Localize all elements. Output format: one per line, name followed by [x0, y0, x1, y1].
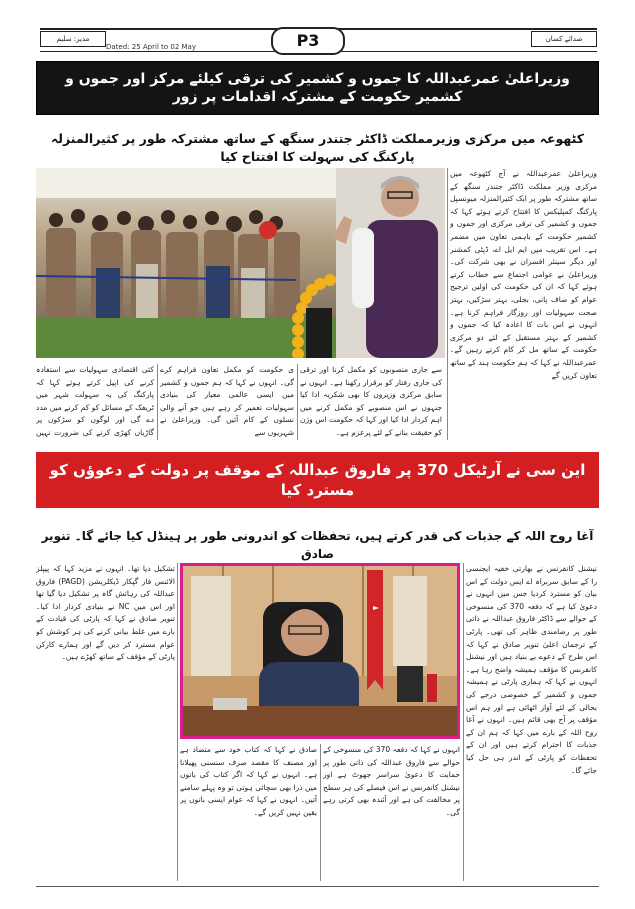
- article2-bottom-col-2: انہوں نے کہا کہ دفعہ 370 کی منسوخی کے حوالے سے فاروق عبداللہ کی ذاتی طور پر حمایت کا دعویٰ سراسر جھوٹ ہے اور نیشنل کانفرنس نے اس فیصلے کی ہر سطح پر مخالفت کی ہے اور آئندہ بھی کرتی رہے گی۔: [323, 745, 460, 817]
- headline-3: این سی نے آرٹیکل 370 پر فاروق عبداللہ کے موقف پر دولت کے دعوؤں کو مسترد کیا: [49, 461, 586, 499]
- headline-banner-red: [36, 452, 599, 508]
- article1-right-column: وزیراعلیٰ عمرعبداللہ نے آج کٹھوعہ میں مرکزی وزیر مملکت ڈاکٹر جتندر سنگھ کے ساتھ مشترکہ طور پر ایک کثیرالمنزلہ میونسپل پارکنگ کمپلیکس کا افتتاح کرتے ہوئے کہا کہ جموں و کشمیر کی ترقی مرکزی اور جموں و کشمیر حکومت کے باہمی تعاون میں مضمر ہے۔ اس تقریب میں ایم ایل اے، ڈپٹی کمشنر اور دیگر سینئر افسران نے بھی شرکت کی۔ وزیراعلیٰ نے عوامی اجتماع سے خطاب کرتے ہوئے کہا کہ ان کی حکومت کی اولین ترجیح عوام کو صاف پانی، بجلی، بہتر سڑکیں، بہتر صحت سہولیات اور روزگار فراہم کرنا ہے۔ انہوں نے اس بات کا اعادہ کیا کہ جموں و کشمیر کے بہتر مستقبل کے لئے دو مرکزی حکومت کے ساتھ مل کر کام کرتے رہیں گے۔ عمرعبداللہ نے کہا کہ ہم حکومت ہند کے ساتھ تعاون کریں گے: [450, 169, 597, 380]
- article2-bottom-col-1: صادق نے کہا کہ کتاب خود سے متضاد ہے اور مصنف کا مقصد صرف سنسنی پھیلانا ہے۔ انہوں نے کہا کہ اگر کتاب کی باتوں میں ذرا بھی سچائی ہوتی تو وہ پہلے سامنے آتیں۔ انہوں نے کہا کہ عوام ایسی باتوں پر یقین نہیں کریں گے۔: [180, 745, 317, 817]
- masthead-right-tag: صدائے کسان: [531, 31, 597, 47]
- article1-bottom-col-3: سے جاری منصوبوں کو مکمل کرنا اور ترقی کی جاری رفتار کو برقرار رکھنا ہے۔ انہوں نے سابق مرکزی وزیروں کا بھی شکریہ ادا کیا جنہوں نے اس منصوبے کو مکمل کرنے میں اہم کردار ادا کیا اور کہا کہ حکومت اس وژن کو حقیقت بنانے کے لئے پرعزم ہے۔: [300, 365, 442, 437]
- photo-inauguration-event: [36, 168, 445, 358]
- article2-right-column: نیشنل کانفرنس نے بھارتی خفیہ ایجنسی را کے سابق سربراہ اے ایس دولت کے اس بیان کو مسترد کردیا جس میں انہوں نے دعویٰ کیا ہے کہ دفعہ 370 کی منسوخی کے حوالے سے ڈاکٹر فاروق عبداللہ نے ذاتی طور پر رضامندی ظاہر کی تھی۔ پارٹی کے ترجمان اعلیٰ تنویر صادق نے کہا کہ اس طرح کے دعوے بے بنیاد ہیں اور نیشنل کانفرنس کا مؤقف ہمیشہ واضح رہا ہے۔ انہوں نے کہا کہ ہماری پارٹی نے ہمیشہ جموں و کشمیر کے خصوصی درجے کی بحالی کے لئے آواز اٹھائی ہے اور ہم اس مؤقف پر آج بھی قائم ہیں۔ انہوں نے آغا روح اللہ کے بارے میں کہا کہ ہم ان کے جذبات کا احترام کرتے ہیں اور ان کے تحفظات کو پارٹی کے اندر ہی حل کیا جائے گا۔: [466, 564, 597, 775]
- masthead-left-tag: مدیر: سلیم: [40, 31, 106, 47]
- article1-bottom-col-1: کئی اقتصادی سہولیات سے استفادہ کرنے کی اپیل کرتے ہوئے کہا کہ پارکنگ کی یہ سہولت شہر میں ٹریفک کے مسائل کو کم کرنے میں مدد دے گی اور لوگوں کو سڑکوں پر گاڑیاں کھڑی کرنے کی ضرورت نہیں: [36, 365, 154, 437]
- column-divider: [463, 563, 464, 881]
- headline-2: کٹھوعہ میں مرکزی وزیرمملکت ڈاکٹر جتندر سنگھ کے ساتھ مشترکہ طور پر کثیرالمنزلہ پارکنگ کی سہولت کا افتتاح کیا: [50, 131, 585, 164]
- column-divider: [447, 168, 448, 440]
- dated-label: Dated: 25 April to 02 May: [106, 43, 196, 51]
- column-divider: [177, 563, 178, 881]
- footer-rule: [36, 886, 599, 887]
- headline-banner-black: [36, 61, 599, 115]
- column-divider: [320, 744, 321, 881]
- article2-left-column: تشکیل دیا تھا۔ انہوں نے مزید کہا کہ پیپلز الائنس فار گپکار ڈیکلریشن (PAGD) فاروق عبداللہ کی رہائش گاہ پر تشکیل دیا گیا تھا اور اس میں NC نے بنیادی کردار ادا کیا۔ تنویر صادق نے کہا کہ پارٹی کی قیادت کے بارے میں غلط بیانی کرنے کی ہر کوشش کو عوام مسترد کر دیں گے اور ہمارے کارکن پارٹی کے مؤقف کے ساتھ کھڑے ہیں۔: [36, 564, 175, 662]
- photo-tanvir-sadiq: [180, 563, 460, 739]
- page-number: P3: [271, 27, 345, 55]
- article1-bottom-col-2: ی حکومت کو مکمل تعاون فراہم کرے گی۔ انہوں نے کہا کہ ہم جموں و کشمیر میں ایسی عالمی معیار کی بنیادی سہولیات تعمیر کر رہے ہیں جو آنے والی نسلوں کے کام آئیں گی۔ وزیراعلیٰ نے شہریوں سے: [160, 365, 294, 437]
- headline-4: آغا روح اللہ کے جذبات کی قدر کرتے ہیں، تحفظات کو اندرونی طور پر ہینڈل کیا جائے گا۔ تنویر صادق: [41, 529, 594, 561]
- column-divider: [157, 364, 158, 440]
- column-divider: [297, 364, 298, 440]
- headline-1: وزیراعلیٰ عمرعبداللہ کا جموں و کشمیر کی ترقی کیلئے مرکز اور جموں و کشمیر حکومت کے مشترکہ اقدامات پر زور: [65, 71, 570, 105]
